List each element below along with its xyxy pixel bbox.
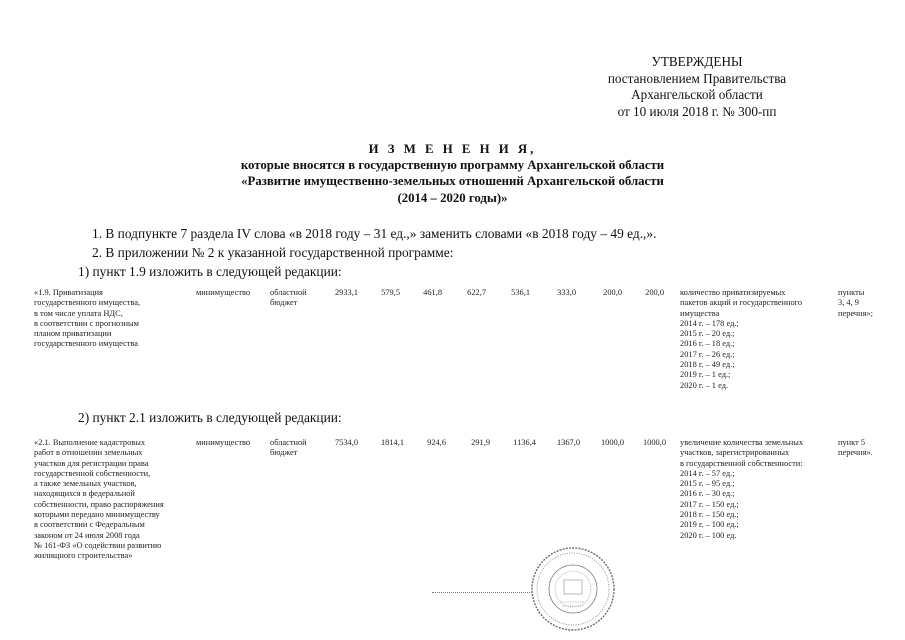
value-2017: 536,1 [511, 288, 530, 297]
row-name-cell [34, 288, 140, 350]
row-name-line: находящихся в федеральной [34, 489, 135, 499]
title-heading: И З М Е Н Е Н И Я, [368, 142, 537, 156]
value-2014: 579,5 [381, 288, 400, 297]
approval-line: постановлением Правительства [607, 70, 787, 86]
row-name-line: «2.1. Выполнение кадастровых [34, 438, 146, 447]
value-2015: 461,8 [423, 288, 442, 297]
link-line: перечня». [838, 448, 873, 458]
value-total: 2933,1 [334, 288, 358, 297]
indicator-line: 2015 г. – 95 ед.; [680, 479, 735, 489]
value-2014: 1814,1 [380, 438, 404, 447]
link-line: пункты [838, 288, 865, 297]
indicator-line: 2016 г. – 18 ед.; [680, 339, 735, 349]
row-name-line: собственности, право распоряжения [34, 499, 164, 509]
value-2019: 200,0 [603, 288, 622, 297]
title-line: «Развитие имущественно-земельных отношений Архангельской области [241, 174, 664, 189]
indicator-line: 2019 г. – 1 ед.; [680, 370, 731, 380]
row-name-line: государственного имущества [34, 339, 138, 349]
source-line: бюджет [270, 298, 298, 308]
value-2016: 291,9 [471, 438, 490, 447]
approval-line: от 10 июля 2018 г. № 300-пп [617, 103, 777, 119]
row-name-line: в соответствии с Федеральным [34, 520, 145, 530]
executor-cell: минимущество [196, 288, 251, 297]
row-name-line: жилищного строительства» [34, 551, 133, 561]
indicator-cell [680, 288, 802, 391]
approval-line: Архангельской области [631, 87, 763, 102]
indicator-line: 2020 г. – 1 ед. [680, 380, 729, 390]
row-name-line: планом приватизации [34, 329, 112, 339]
value-2018: 1367,0 [556, 438, 580, 447]
title-line: (2014 – 2020 годы)» [397, 190, 508, 205]
row-name-line: законом от 24 июля 2008 года [34, 530, 140, 540]
indicator-cell [680, 438, 803, 541]
title-line: которые вносятся в государственную программу Архангельской области [240, 158, 665, 173]
indicator-line: имущества [680, 308, 720, 318]
source-line: бюджет [270, 448, 298, 458]
value-2018: 333,0 [557, 288, 576, 297]
link-cell [838, 438, 873, 459]
source-line: областной [270, 438, 307, 447]
executor-cell: минимущество [196, 438, 251, 447]
indicator-line: 2018 г. – 150 ед.; [680, 510, 739, 520]
indicator-line: 2020 г. – 100 ед. [680, 530, 737, 540]
official-seal-icon [530, 546, 616, 632]
indicator-line: 2015 г. – 20 ед.; [680, 329, 735, 339]
value-2019: 1000,0 [600, 438, 624, 447]
value-2020: 1000,0 [642, 438, 666, 447]
link-line: пункт 5 [838, 438, 866, 447]
row-name-line: участков для регистрации права [34, 458, 149, 468]
row-name-line: в том числе уплата НДС, [34, 308, 123, 318]
indicator-line: 2018 г. – 49 ед.; [680, 360, 735, 370]
link-line: перечня»; [838, 308, 873, 318]
source-cell [270, 288, 307, 309]
paragraph-2: 2. В приложении № 2 к указанной государственной программе: [92, 245, 454, 260]
indicator-line: увеличение количества земельных [680, 438, 804, 447]
value-2017: 1136,4 [513, 438, 536, 447]
row-name-line: работ в отношении земельных [34, 448, 143, 458]
row-name-line: № 161-ФЗ «О содействии развитию [34, 540, 162, 550]
signature-line [432, 592, 532, 593]
link-cell [838, 288, 873, 319]
row-name-line: государственного имущества, [34, 298, 141, 308]
row-name-line: которыми передано минимуществу [34, 510, 160, 520]
approval-line: УТВЕРЖДЕНЫ [651, 54, 743, 69]
link-line: 3, 4, 9 [838, 298, 859, 308]
value-2015: 924,6 [427, 438, 446, 447]
indicator-line: 2019 г. – 100 ед.; [680, 520, 739, 530]
row-name-line: государственной собственности, [34, 468, 151, 478]
source-line: областной [270, 288, 307, 297]
indicator-line: в государственной собственности: [680, 458, 803, 468]
indicator-line: 2014 г. – 57 ед.; [680, 468, 735, 478]
approval-block [567, 54, 827, 120]
paragraph-3: 1) пункт 1.9 изложить в следующей редакции: [78, 264, 342, 279]
paragraph-1: 1. В подпункте 7 раздела IV слова «в 2018 году – 31 ед.,» заменить словами «в 2018 году – 49 ед.,». [92, 226, 657, 241]
indicator-line: количество приватизируемых [680, 288, 786, 297]
paragraph-4: 2) пункт 2.1 изложить в следующей редакции: [78, 410, 342, 425]
row-name-line: а также земельных участков, [34, 479, 137, 489]
value-total: 7534,0 [334, 438, 358, 447]
source-cell [270, 438, 307, 459]
indicator-line: пакетов акций и государственного [680, 298, 803, 308]
indicator-line: 2017 г. – 150 ед.; [680, 499, 739, 509]
indicator-line: участков, зарегистрированных [680, 448, 790, 458]
indicator-line: 2017 г. – 26 ед.; [680, 349, 735, 359]
row-name-cell [34, 438, 164, 562]
row-name-line: «1.9. Приватизация [34, 288, 103, 297]
value-2016: 622,7 [467, 288, 486, 297]
document-title [0, 141, 905, 206]
row-name-line: в соответствии с прогнозным [34, 318, 139, 328]
indicator-line: 2016 г. – 30 ед.; [680, 489, 735, 499]
value-2020: 200,0 [645, 288, 664, 297]
indicator-line: 2014 г. – 178 ед.; [680, 318, 739, 328]
